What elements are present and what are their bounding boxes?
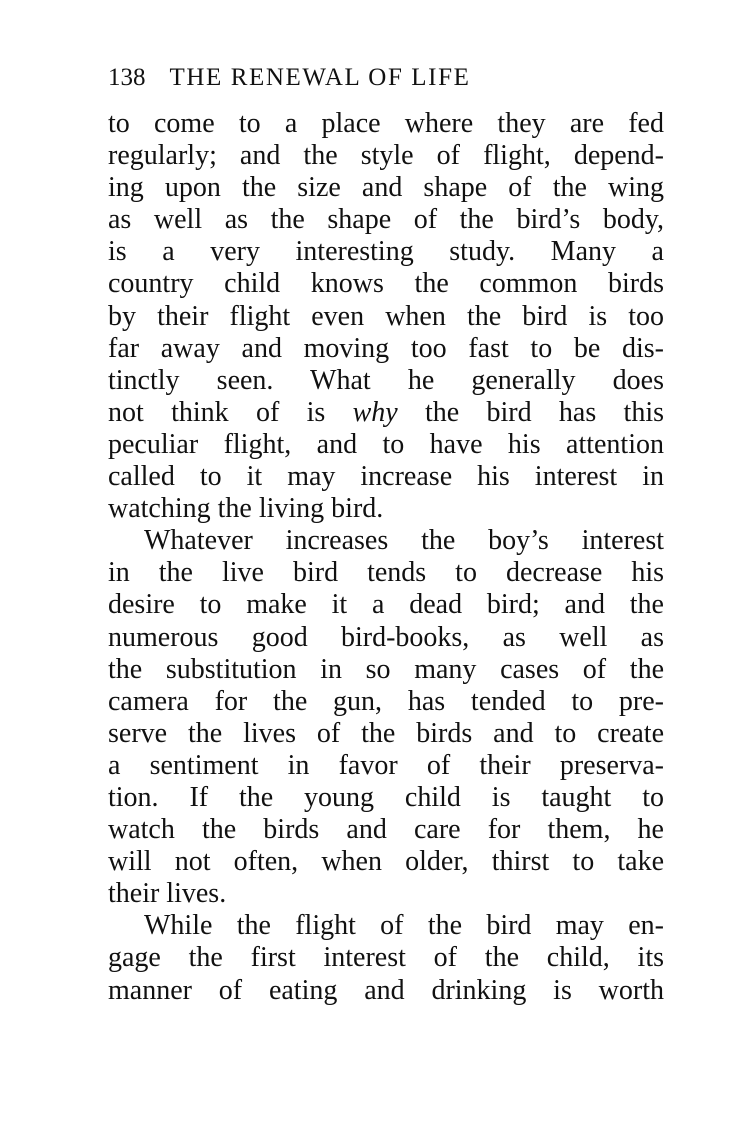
text-line: While the flight of the bird may en- [144, 910, 664, 942]
text-segment: the bird has this [397, 396, 665, 428]
page-number: 138 [108, 64, 146, 91]
text-line: as well as the shape of the bird’s body, [108, 204, 664, 236]
text-line: ing upon the size and shape of the wing [108, 172, 664, 204]
text-line: a sentiment in favor of their preserva- [108, 749, 664, 781]
paragraph [108, 910, 664, 1006]
text-line: in the live bird tends to decrease his [108, 557, 664, 589]
text-line: numerous good bird-books, as well as [108, 621, 664, 653]
text-line: by their flight even when the bird is too [108, 300, 664, 332]
text-line: to come to a place where they are fed [108, 108, 664, 139]
text-line: tinctly seen. What he generally does [108, 364, 664, 396]
text-line: regularly; and the style of flight, depend- [108, 140, 664, 172]
text-line-with-emphasis [108, 397, 664, 429]
text-line: watching the living bird. [108, 493, 384, 525]
paragraph [108, 108, 664, 525]
text-line: serve the lives of the birds and to create [108, 717, 664, 749]
text-line: called to it may increase his interest in [108, 461, 664, 493]
text-line: Whatever increases the boy’s interest [144, 525, 664, 557]
text-line: tion. If the young child is taught to [108, 781, 664, 813]
text-line: far away and moving too fast to be dis- [108, 332, 664, 364]
text-line: is a very interesting study. Many a [108, 236, 664, 268]
paragraph [108, 525, 664, 910]
text-line: the substitution in so many cases of the [108, 653, 664, 685]
text-line: their lives. [108, 878, 227, 910]
emphasized-word: why [352, 396, 398, 428]
text-segment: not think of is [108, 396, 353, 428]
text-line: peculiar flight, and to have his attention [108, 428, 664, 460]
text-line: desire to make it a dead bird; and the [108, 589, 664, 621]
body-text [108, 108, 664, 1007]
page-header [108, 60, 668, 96]
text-line: manner of eating and drinking is worth [108, 974, 664, 1006]
text-line: watch the birds and care for them, he [108, 814, 664, 846]
text-line: gage the first interest of the child, its [108, 942, 664, 974]
text-line: camera for the gun, has tended to pre- [108, 685, 664, 717]
running-title: THE RENEWAL OF LIFE [169, 64, 471, 91]
text-line: will not often, when older, thirst to take [108, 846, 664, 878]
text-line: country child knows the common birds [108, 268, 664, 300]
